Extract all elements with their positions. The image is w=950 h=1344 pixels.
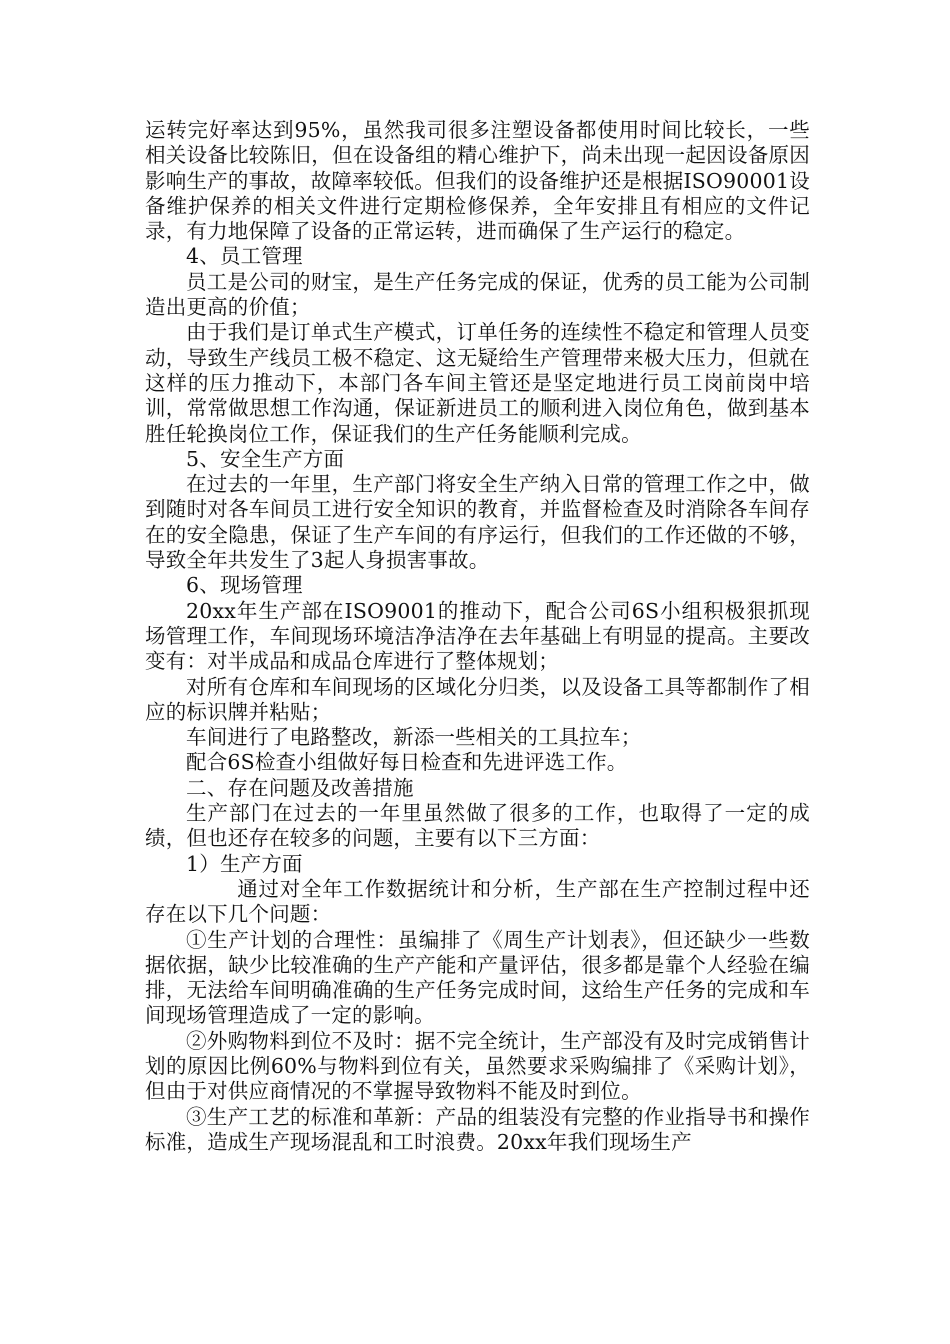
section-heading-site-management: 6、现场管理 — [186, 573, 303, 598]
document-body — [145, 118, 810, 1155]
paragraph-problem-process: ③生产工艺的标准和革新：产品的组装没有完整的作业指导书和操作标准，造成生产现场混乱和工时浪费。20xx年我们现场生产 — [145, 1104, 810, 1154]
paragraph-equipment-summary: 运转完好率达到95%，虽然我司很多注塑设备都使用时间比较长，一些相关设备比较陈旧，但在设备组的精心维护下，尚未出现一起因设备原因影响生产的事故，故障率较低。但我们的设备维护还是根据ISO90001设备维护保养的相关文件进行定期检修保养，全年安排且有相应的文件记录，有力地保障了设备的正常运转，进而确保了生产运行的稳定。 — [145, 118, 810, 244]
paragraph-6s-inspection: 配合6S检查小组做好每日检查和先进评选工作。 — [186, 750, 628, 775]
paragraph-problems-intro: 生产部门在过去的一年里虽然做了很多的工作，也取得了一定的成绩，但也还存在较多的问题，主要有以下三方面： — [145, 801, 810, 851]
paragraph-problem-materials: ②外购物料到位不及时：据不完全统计，生产部没有及时完成销售计划的原因比例60%与物料到位有关，虽然要求采购编排了《采购计划》，但由于对供应商情况的不掌握导致物料不能及时到位。 — [145, 1028, 810, 1104]
paragraph-problem-planning: ①生产计划的合理性：虽编排了《周生产计划表》，但还缺少一些数据依据，缺少比较准确的生产产能和产量评估，很多都是靠个人经验在编排，无法给车间明确准确的生产任务完成时间，这给生产任务的完成和车间现场管理造成了一定的影响。 — [145, 927, 810, 1028]
paragraph-staff-value: 员工是公司的财宝，是生产任务完成的保证，优秀的员工能为公司制造出更高的价值； — [145, 269, 810, 320]
paragraph-safety: 在过去的一年里，生产部门将安全生产纳入日常的管理工作之中，做到随时对各车间员工进行安全知识的教育，并监督检查及时消除各车间存在的安全隐患，保证了生产车间的有序运行，但我们的工作还做的不够，导致全年共发生了3起人身损害事故。 — [145, 472, 810, 573]
section-heading-safety: 5、安全生产方面 — [186, 446, 345, 471]
paragraph-site-management: 20xx年生产部在ISO9001的推动下，配合公司6S小组积极狠抓现场管理工作，车间现场环境洁净洁净在去年基础上有明显的提高。主要改变有：对半成品和成品仓库进行了整体规划； — [145, 598, 810, 674]
paragraph-production-analysis: 通过对全年工作数据统计和分析，生产部在生产控制过程中还存在以下几个问题： — [145, 876, 810, 927]
section-heading-problems: 二、存在问题及改善措施 — [186, 775, 414, 800]
paragraph-staff-training: 由于我们是订单式生产模式，订单任务的连续性不稳定和管理人员变动，导致生产线员工极不稳定、这无疑给生产管理带来极大压力，但就在这样的压力推动下，本部门各车间主管还是坚定地进行员工岗前岗中培训，常常做思想工作沟通，保证新进员工的顺利进入岗位角色，做到基本胜任轮换岗位工作，保证我们的生产任务能顺利完成。 — [145, 320, 810, 446]
subheading-production: 1）生产方面 — [186, 851, 303, 876]
paragraph-circuit-renovation: 车间进行了电路整改，新添一些相关的工具拉车； — [186, 725, 642, 750]
section-heading-staff-management: 4、员工管理 — [186, 244, 303, 269]
paragraph-warehouse-labeling: 对所有仓库和车间现场的区域化分归类，以及设备工具等都制作了相应的标识牌并粘贴； — [145, 674, 810, 724]
